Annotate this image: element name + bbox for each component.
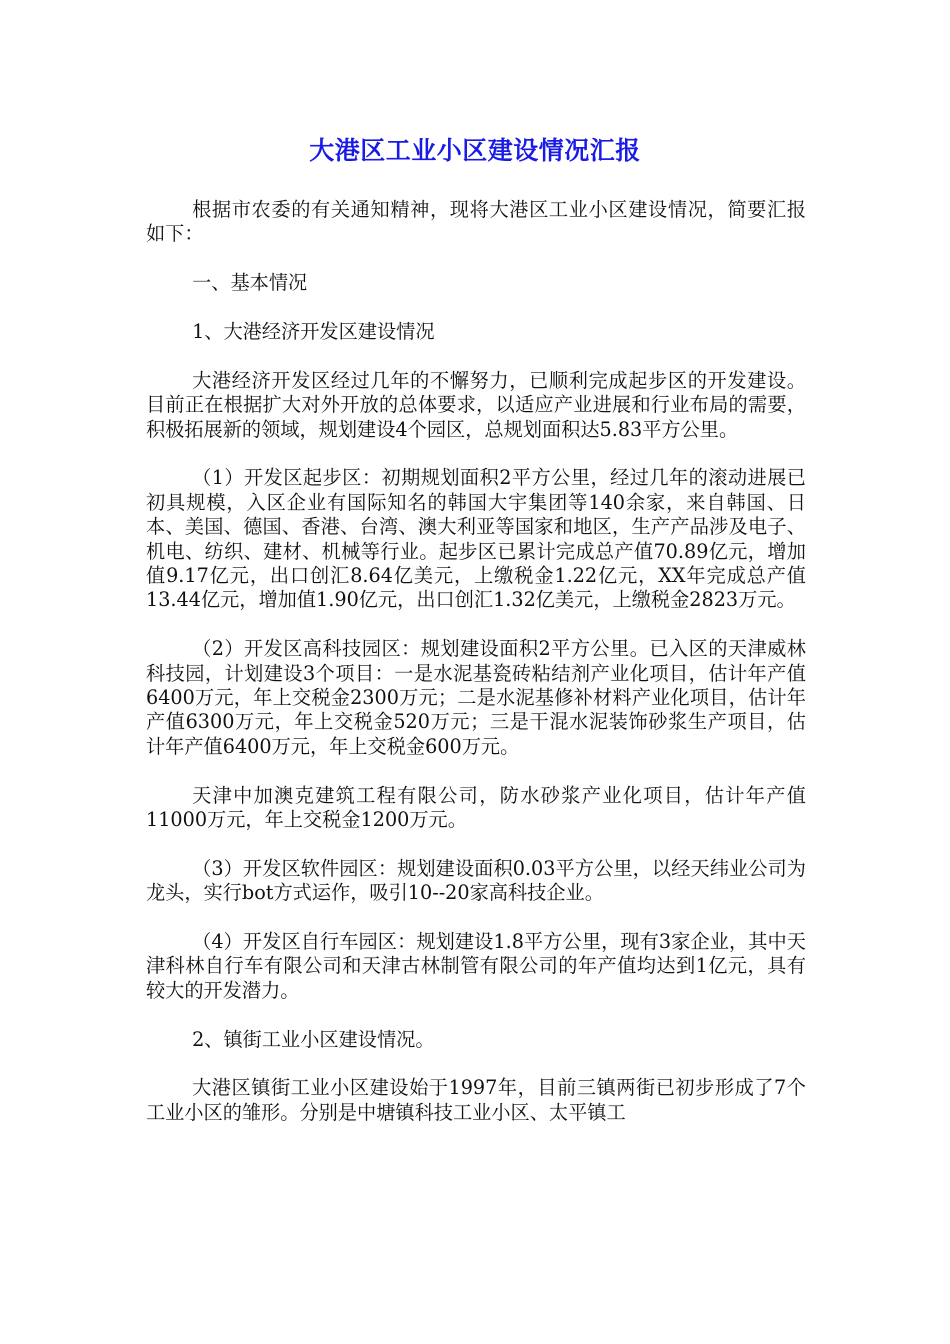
paragraph-hitech-park: （2）开发区高科技园区：规划建设面积2平方公里。已入区的天津威林科技园，计划建设3个项目：一是水泥基瓷砖粘结剂产业化项目，估计年产值6400万元，年上交税金2300万元；二是水泥基修补材料产业化项目，估计年产值6300万元，年上交税金520万元；三是干混水泥装饰砂浆生产项目，估计年产值6400万元，年上交税金600万元。	[146, 637, 806, 758]
paragraph-intro: 根据市农委的有关通知精神，现将大港区工业小区建设情况，简要汇报如下：	[146, 198, 806, 246]
heading-dagang-economic-zone: 1、大港经济开发区建设情况	[192, 320, 435, 343]
paragraph-bicycle-park: （4）开发区自行车园区：规划建设1.8平方公里，现有3家企业，其中天津科林自行车有限公司和天津古林制管有限公司的年产值均达到1亿元，具有较大的开发潜力。	[146, 930, 806, 1002]
heading-town-industrial-zones: 2、镇街工业小区建设情况。	[192, 1027, 435, 1051]
paragraph-software-park: （3）开发区软件园区：规划建设面积0.03平方公里，以经天纬业公司为龙头，实行bot方式运作，吸引10--20家高科技企业。	[146, 856, 806, 905]
document-title: 大港区工业小区建设情况汇报	[309, 136, 641, 165]
paragraph-town-industrial-zones: 大港区镇街工业小区建设始于1997年，目前三镇两街已初步形成了7个工业小区的雏形。分别是中塘镇科技工业小区、太平镇工	[146, 1076, 806, 1124]
heading-basic-situation: 一、基本情况	[192, 271, 308, 295]
paragraph-economic-zone-overview: 大港经济开发区经过几年的不懈努力，已顺利完成起步区的开发建设。目前正在根据扩大对外开放的总体要求，以适应产业进展和行业布局的需要，积极拓展新的领域，规划建设4个园区，总规划面积达5.83平方公里。	[146, 368, 806, 441]
document-body	[146, 198, 806, 1125]
paragraph-zhongjia-aoke: 天津中加澳克建筑工程有限公司，防水砂浆产业化项目，估计年产值11000万元，年上交税金1200万元。	[146, 783, 806, 832]
paragraph-starting-zone: （1）开发区起步区：初期规划面积2平方公里，经过几年的滚动进展已初具规模，入区企业有国际知名的韩国大宇集团等140余家，来自韩国、日本、美国、德国、香港、台湾、澳大利亚等国家和地区，生产产品涉及电子、机电、纺织、建材、机械等行业。起步区已累计完成总产值70.89亿元，增加值9.17亿元，出口创汇8.64亿美元，上缴税金1.22亿元，XX年完成总产值13.44亿元，增加值1.90亿元，出口创汇1.32亿美元，上缴税金2823万元。	[146, 466, 806, 612]
